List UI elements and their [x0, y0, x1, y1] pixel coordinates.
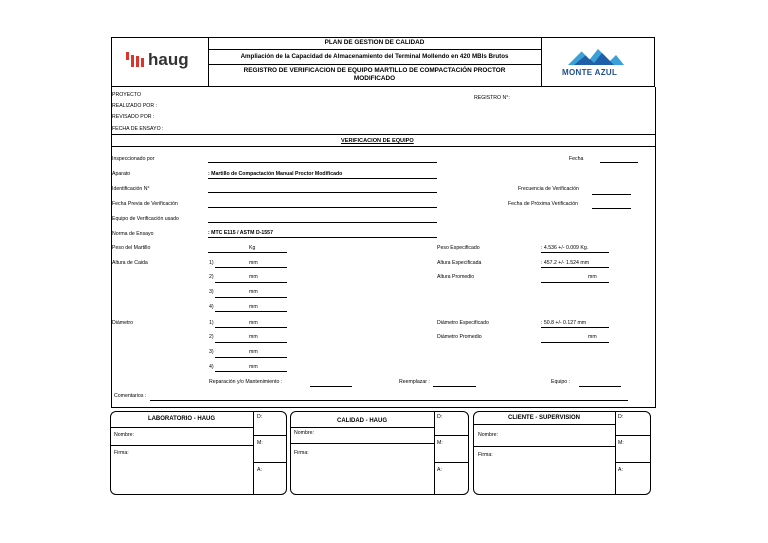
sig2-line-dm [434, 435, 469, 436]
info-bottom-line [111, 134, 655, 135]
sig1-line-name [110, 445, 253, 446]
section-title-bottom [111, 146, 655, 147]
field-altura-3[interactable] [215, 297, 287, 298]
label-norma: Norma de Ensayo [112, 231, 154, 237]
info-right-border [655, 87, 656, 135]
sig2-m[interactable]: M: [437, 440, 443, 446]
haug-logo-icon [126, 52, 148, 68]
sig1-nombre[interactable]: Nombre: [114, 432, 134, 438]
label-realizado: REALIZADO POR : [112, 103, 157, 109]
field-diametro-3[interactable] [215, 357, 287, 358]
sig2-divider [434, 411, 435, 495]
label-aparato: Aparato [112, 171, 131, 177]
body-right-border [655, 134, 656, 408]
sig2-line-ma [434, 462, 469, 463]
value-peso-especificado: : 4.536 +/- 0.009 Kg. [541, 245, 589, 251]
field-altura-promedio[interactable] [541, 282, 609, 283]
label-proyecto: PROYECTO [112, 92, 142, 98]
field-aparato [208, 178, 437, 179]
sig3-d[interactable]: D: [618, 414, 624, 420]
field-frecuencia[interactable] [592, 194, 631, 195]
project-name: Ampliación de la Capacidad de Almacenamiento del Terminal Mollendo en 420 MBls Brutos [240, 53, 509, 60]
altura-unit-1: mm [249, 260, 258, 266]
value-aparato: : Martillo de Compactación Manual Proctor Modificado [208, 171, 343, 177]
label-altura-promedio: Altura Promedio [437, 274, 475, 280]
field-altura-4[interactable] [215, 311, 287, 312]
label-reemplazar: Reemplazar : [399, 379, 430, 385]
sig1-m[interactable]: M: [257, 440, 263, 446]
altura-unit-3: mm [249, 289, 258, 295]
field-reemplazar[interactable] [433, 386, 476, 387]
signature-box-laboratorio [110, 411, 287, 495]
sig3-nombre[interactable]: Nombre: [478, 432, 498, 438]
line-peso-especificado [541, 252, 609, 253]
sig2-a[interactable]: A: [437, 467, 442, 473]
altura-n2: 2) [209, 274, 214, 280]
sig3-title: CLIENTE - SUPERVISION [508, 415, 580, 421]
sig3-line-ma [615, 462, 651, 463]
diametro-n3: 3) [209, 349, 214, 355]
diametro-unit-4: mm [249, 364, 258, 370]
altura-unit-2: mm [249, 274, 258, 280]
sig1-line-title [110, 427, 253, 428]
sig3-line-name [473, 446, 615, 447]
label-peso: Peso del Martillo [112, 245, 151, 251]
sig1-title: LABORATORIO - HAUG [147, 416, 216, 422]
field-fecha-previa[interactable] [208, 207, 437, 208]
sig1-line-ma [253, 462, 287, 463]
value-norma: : MTC E115 / ASTM D-1557 [208, 230, 273, 236]
field-equipo[interactable] [579, 386, 621, 387]
diametro-unit-2: mm [249, 334, 258, 340]
header-divider-right [541, 37, 542, 87]
record-title: REGISTRO DE VERIFICACION DE EQUIPO MARTILLO DE COMPACTACIÓN PROCTOR MODIFICADO [243, 67, 506, 82]
diametro-unit-3: mm [249, 349, 258, 355]
altura-n3: 3) [209, 289, 214, 295]
field-diametro-4[interactable] [215, 371, 287, 372]
field-diametro-2[interactable] [215, 342, 287, 343]
body-bottom-line [111, 407, 655, 408]
field-reparacion[interactable] [310, 386, 352, 387]
label-diametro-promedio: Diámetro Promedio [437, 334, 482, 340]
label-altura-especificada: Altura Especificada [437, 260, 482, 266]
header-line-1 [208, 49, 541, 50]
label-frecuencia: Frecuencia de Verificación [518, 186, 579, 192]
field-fecha-proxima[interactable] [592, 208, 631, 209]
field-altura-2[interactable] [215, 282, 287, 283]
sig2-firma[interactable]: Firma: [294, 450, 309, 456]
label-equipo-verificacion: Equipo de Verificación usado [112, 216, 179, 222]
altura-n4: 4) [209, 304, 214, 310]
field-inspeccionado[interactable] [208, 162, 437, 163]
unit-kg: Kg [249, 245, 256, 251]
line-altura-especificada [541, 267, 609, 268]
diametro-n4: 4) [209, 364, 214, 370]
label-equipo: Equipo : [551, 379, 571, 385]
monte-azul-text: MONTE AZUL [562, 68, 618, 77]
field-comentarios[interactable] [150, 400, 628, 401]
sig1-firma[interactable]: Firma: [114, 450, 129, 456]
monte-azul-logo [560, 47, 634, 79]
altura-unit-4: mm [249, 304, 258, 310]
field-fecha[interactable] [600, 162, 638, 163]
value-diametro-especificado: : 50.8 +/- 0.127 mm [541, 320, 587, 326]
label-fecha-proxima: Fecha de Próxima Verificación [508, 201, 579, 207]
label-diametro: Diámetro [112, 320, 134, 326]
field-peso[interactable] [208, 252, 287, 253]
field-diametro-promedio[interactable] [541, 342, 609, 343]
sig1-divider [253, 411, 254, 495]
line-diametro-especificado [541, 327, 609, 328]
diametro-unit-1: mm [249, 320, 258, 326]
field-diametro-1[interactable] [215, 327, 287, 328]
doc-plan-title: PLAN DE GESTION DE CALIDAD [324, 39, 425, 46]
field-altura-1[interactable] [215, 267, 287, 268]
label-fecha-ensayo: FECHA DE ENSAYO : [112, 126, 164, 132]
altura-n1: 1) [209, 260, 214, 266]
sig1-d[interactable]: D: [257, 414, 263, 420]
label-altura: Altura de Caida [112, 260, 148, 266]
label-reparacion: Reparación y/o Mantenimiento : [209, 379, 283, 385]
sig3-line-dm [615, 435, 651, 436]
label-revisado: REVISADO POR : [112, 114, 155, 120]
field-norma [208, 237, 437, 238]
sig2-line-name [290, 443, 434, 444]
header-line-2 [208, 64, 541, 65]
diametro-n2: 2) [209, 334, 214, 340]
altura-promedio-unit: mm [588, 274, 597, 280]
field-identificacion[interactable] [208, 192, 437, 193]
label-diametro-especificado: Diámetro Especificado [437, 320, 489, 326]
sig2-nombre[interactable]: Nombre: [294, 430, 314, 436]
sig3-m[interactable]: M: [618, 440, 624, 446]
label-peso-especificado: Peso Especificado [437, 245, 480, 251]
field-equipo-verificacion[interactable] [208, 222, 437, 223]
sig2-line-title [290, 427, 434, 428]
label-identificacion: Identificación N° [112, 186, 150, 192]
sig3-a[interactable]: A: [618, 467, 623, 473]
sig3-line-title [473, 424, 615, 425]
diametro-promedio-unit: mm [588, 334, 597, 340]
sig3-divider [615, 411, 616, 495]
sig1-a[interactable]: A: [257, 467, 262, 473]
label-fecha: Fecha [569, 156, 584, 162]
haug-logo-text: haug [148, 50, 189, 69]
value-altura-especificada: : 457.2 +/- 1.524 mm [541, 260, 590, 266]
haug-logo [126, 51, 196, 69]
label-comentarios: Comentarios : [114, 393, 147, 399]
sig2-d[interactable]: D: [437, 414, 443, 420]
label-registro: REGISTRO N°: [474, 95, 510, 101]
label-inspeccionado: Inspeccionado por [112, 156, 155, 162]
mountain-icon [566, 47, 626, 67]
sig3-firma[interactable]: Firma: [478, 452, 493, 458]
section-title: VERIFICACION DE EQUIPO [341, 138, 414, 144]
label-fecha-previa: Fecha Previa de Verificación [112, 201, 178, 207]
diametro-n1: 1) [209, 320, 214, 326]
sig2-title: CALIDAD - HAUG [337, 418, 387, 424]
sig1-line-dm [253, 435, 287, 436]
